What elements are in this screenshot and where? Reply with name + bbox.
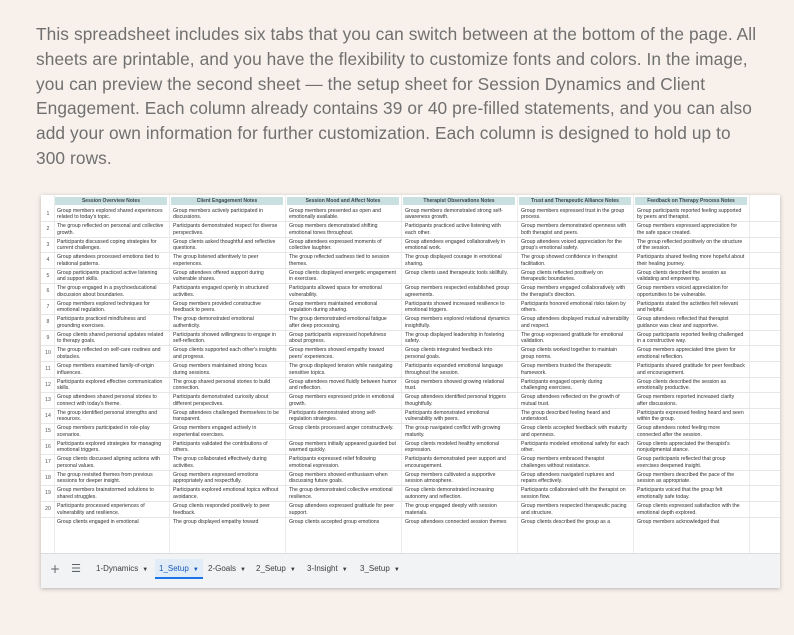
table-cell[interactable]: Participants demonstrated strong self-regulation strategies. — [289, 409, 377, 423]
table-cell[interactable]: Participants processed experiences of vulnerability and resilience. — [57, 502, 145, 516]
grid-column-divider — [169, 195, 170, 553]
table-cell[interactable]: Participants engaged openly in structured activities. — [173, 285, 269, 298]
tab-label: 1-Dynamics — [96, 564, 139, 573]
column-header-feedback-process[interactable]: Feedback on Therapy Process Notes — [635, 197, 747, 205]
table-cell[interactable]: Group members engaged actively in experiential exercises. — [173, 425, 257, 438]
table-cell[interactable]: Group attendees challenged themselves to be transparent. — [173, 409, 279, 423]
table-cell[interactable]: The group engaged deeply with session materials. — [405, 502, 497, 516]
table-cell[interactable]: Group attendees moved fluidly between humor and reflection. — [289, 378, 397, 392]
table-cell[interactable]: The group reflected sadness tied to session themes. — [289, 254, 390, 267]
table-cell[interactable]: Group members expressed appreciation for the safe space created. — [637, 223, 738, 236]
tab-label: 2_Setup — [256, 564, 286, 573]
row-divider — [41, 408, 780, 409]
table-cell[interactable]: Participants allowed space for emotional vulnerability. — [289, 285, 382, 298]
table-cell[interactable]: The group reflected positively on the structure of the session. — [637, 238, 743, 252]
row-divider — [41, 501, 780, 502]
table-cell[interactable]: Group members demonstrated openness with both therapist and peers. — [521, 223, 627, 236]
grid-column-divider — [54, 195, 55, 553]
table-cell[interactable]: Participants voiced that the group felt emotionally safe today. — [637, 487, 723, 500]
column-header-trust-alliance[interactable]: Trust and Therapeutic Alliance Notes — [519, 197, 631, 205]
table-cell-partial[interactable]: Group clients accepted group emotions — [289, 518, 380, 525]
table-cell[interactable]: Group participants expressed hopefulness about progress. — [289, 331, 387, 345]
row-divider — [41, 361, 780, 362]
tab-1-dynamics[interactable] — [92, 559, 152, 579]
row-divider — [41, 237, 780, 238]
table-cell-partial[interactable]: Group clients engaged in emotional — [57, 518, 139, 525]
table-cell[interactable]: The group displayed courage in emotional sharing. — [405, 254, 502, 267]
table-cell[interactable]: Participants shared gratitude for peer feedback and encouragement. — [637, 363, 745, 376]
table-cell[interactable]: The group displayed leadership in fostering safety. — [405, 331, 505, 345]
table-cell[interactable]: The group demonstrated collective emotional resilience. — [289, 487, 393, 500]
tab-label: 3_Setup — [360, 564, 390, 573]
table-cell[interactable]: Group clients appreciated the therapist's nonjudgmental stance. — [637, 440, 730, 454]
table-cell[interactable]: Group clients shared personal updates related to therapy goals. — [57, 331, 164, 345]
tab-label: 2-Goals — [208, 564, 237, 573]
table-cell[interactable]: Participants collaborated with the therapist on session flow. — [521, 487, 626, 500]
table-cell[interactable]: The group collaborated effectively during activities. — [173, 456, 267, 469]
table-cell[interactable]: Group members explored shared experiences related to today's topic. — [57, 207, 163, 221]
table-cell[interactable]: Group members explored relational dynamics insightfully. — [405, 316, 510, 329]
table-cell[interactable]: Group participants reflected that group exercises deepened insight. — [637, 456, 726, 469]
table-cell[interactable]: Group attendees displayed mutual vulnerability and respect. — [521, 316, 629, 329]
column-header-client-engagement[interactable]: Client Engagement Notes — [171, 197, 283, 205]
row-number[interactable]: 5 — [46, 272, 50, 279]
table-cell[interactable]: Group attendees navigated ruptures and repairs effectively. — [521, 471, 615, 485]
table-cell[interactable]: The group listened attentively to peer experiences. — [173, 254, 259, 267]
table-cell[interactable]: Group members trusted the therapeutic framework. — [521, 363, 612, 376]
row-number[interactable]: 6 — [46, 288, 50, 295]
table-cell[interactable]: Participants explored effective communication skills. — [57, 378, 163, 392]
grid-column-divider — [633, 195, 634, 553]
table-cell[interactable]: Group attendees processed emotions tied to relational patterns. — [57, 254, 160, 267]
table-cell[interactable]: The group displayed tension while navigating sensitive topics. — [289, 363, 393, 376]
table-cell[interactable]: Group clients asked thoughtful and reflective questions. — [173, 238, 276, 252]
table-cell[interactable]: Group members explored techniques for emotional regulation. — [57, 300, 150, 314]
grid-column-divider — [401, 195, 402, 553]
caret-down-icon: ▼ — [142, 567, 149, 573]
table-cell[interactable]: Group attendees expressed gratitude for peer support. — [289, 502, 394, 516]
row-number[interactable]: 17 — [45, 459, 51, 466]
table-cell-partial[interactable]: The group displayed empathy toward — [173, 518, 259, 525]
table-cell[interactable]: Group clients demonstrated increasing autonomy and reflection. — [405, 487, 494, 500]
row-divider — [41, 252, 780, 253]
column-header-session-mood-affect[interactable]: Session Mood and Affect Notes — [287, 197, 399, 205]
table-cell[interactable]: Group clients modeled healthy emotional expression. — [405, 440, 500, 454]
table-cell[interactable]: Group participants reported feeling challenged in a constructive way. — [637, 331, 744, 345]
table-cell[interactable]: Group members presented as open and emotionally available. — [289, 207, 381, 221]
table-cell[interactable]: Group members maintained emotional regulation during sharing. — [289, 300, 378, 314]
row-number[interactable]: 13 — [45, 397, 51, 404]
table-cell[interactable]: Group members appreciated time given for emotional reflection. — [637, 347, 736, 361]
row-number[interactable]: 1 — [46, 210, 50, 217]
caret-down-icon: ▼ — [240, 567, 246, 573]
sheet-grid — [41, 195, 780, 553]
hamburger-icon[interactable]: ☰ — [71, 562, 81, 575]
table-cell[interactable]: Group attendees expressed moments of collective laughter. — [289, 238, 382, 252]
table-cell[interactable]: Group members reported increased clarity after discussions. — [637, 394, 735, 407]
caret-down-icon: ▼ — [289, 567, 296, 573]
table-cell[interactable]: Group attendees identified personal triggers thoughtfully. — [405, 394, 506, 407]
row-divider — [41, 377, 780, 378]
table-cell[interactable]: Participants explored strategies for managing emotional triggers. — [57, 440, 162, 454]
table-cell[interactable]: Group clients displayed energetic engagement in exercises. — [289, 269, 396, 283]
row-divider — [41, 330, 780, 331]
table-cell[interactable]: Group clients worked together to maintain group norms. — [521, 347, 618, 361]
table-cell[interactable]: Group attendees reflected that therapist guidance was clear and supportive. — [637, 316, 729, 329]
row-number[interactable]: 14 — [45, 412, 51, 419]
table-cell[interactable]: Group members expressed emotions appropriately and respectfully. — [173, 471, 259, 485]
table-cell[interactable]: Group clients discussed aligning actions with personal values. — [57, 456, 160, 469]
row-number[interactable]: 12 — [45, 381, 51, 388]
table-cell[interactable]: Participants expanded emotional language throughout the session. — [405, 363, 504, 376]
column-header-session-overview[interactable]: Session Overview Notes — [55, 197, 167, 205]
table-cell[interactable]: The group expressed gratitude for emotional validation. — [521, 331, 624, 345]
table-cell[interactable]: The group revisited themes from previous sessions for deeper insight. — [57, 471, 153, 485]
tab-3-setup[interactable] — [356, 559, 404, 579]
caret-down-icon: ▼ — [192, 567, 199, 573]
plus-icon[interactable]: + — [49, 562, 61, 576]
table-cell[interactable]: Participants honored emotional risks taken by others. — [521, 300, 626, 314]
caret-down-icon: ▼ — [341, 567, 348, 573]
table-cell[interactable]: The group navigated conflict with growing maturity. — [405, 425, 501, 438]
table-cell[interactable]: Group members initially appeared guarded but warmed quickly. — [289, 440, 396, 454]
table-cell[interactable]: Group members showed growing relational trust. — [405, 378, 504, 392]
row-divider — [41, 221, 780, 222]
table-cell[interactable]: Participants explored emotional topics without avoidance. — [173, 487, 279, 500]
table-cell[interactable]: Group members maintained strong focus during sessions. — [173, 363, 267, 376]
table-cell[interactable]: The group identified personal strengths and resources. — [57, 409, 158, 423]
table-cell[interactable]: Group clients processed anger constructively. — [289, 425, 394, 432]
table-cell[interactable]: The group showed confidence in therapist facilitation. — [521, 254, 618, 267]
table-cell[interactable]: Group members showed enthusiasm when discussing future goals. — [289, 471, 388, 485]
spreadsheet-preview — [41, 195, 780, 588]
table-cell[interactable]: Participants stated the activities felt relevant and helpful. — [637, 300, 738, 314]
table-cell[interactable]: Group clients expressed satisfaction with the emotional depth explored. — [637, 502, 740, 516]
table-cell[interactable]: Group clients supported each other's insights and progress. — [173, 347, 277, 361]
row-number[interactable]: 15 — [45, 428, 51, 435]
table-cell[interactable]: Participants modeled emotional safety for each other. — [521, 440, 629, 454]
grid-column-divider — [749, 195, 750, 553]
grid-column-divider — [517, 195, 518, 553]
table-cell[interactable]: Participants demonstrated respect for diverse perspectives. — [173, 223, 278, 236]
table-cell[interactable]: Group participants practiced active listening and support skills. — [57, 269, 158, 283]
table-cell[interactable]: Group clients reflected positively on therapeutic boundaries. — [521, 269, 603, 283]
table-cell[interactable]: The group demonstrated emotional fatigue after deep processing. — [289, 316, 387, 329]
table-cell[interactable]: Group members cultivated a supportive session atmosphere. — [405, 471, 496, 485]
row-divider — [41, 268, 780, 269]
table-cell[interactable]: Group clients responded positively to peer feedback. — [173, 502, 270, 516]
table-cell[interactable]: Group attendees offered support during vulnerable shares. — [173, 269, 264, 283]
row-divider — [41, 517, 780, 518]
table-cell[interactable]: The group described feeling heard and understood. — [521, 409, 611, 423]
table-cell[interactable]: Group members demonstrated shifting emotional tones throughout. — [289, 223, 378, 236]
table-cell-partial[interactable]: Group attendees connected session themes — [405, 518, 507, 525]
table-cell[interactable]: The group demonstrated emotional authenticity. — [173, 316, 254, 329]
table-cell[interactable]: Group members voiced appreciation for opportunities to be vulnerable. — [637, 285, 729, 298]
table-cell[interactable]: Group attendees shared personal stories to connect with today's theme. — [57, 394, 157, 407]
table-cell[interactable]: Participants demonstrated curiosity about different perspectives. — [173, 394, 269, 407]
tab-3-insight[interactable] — [303, 559, 352, 579]
table-cell[interactable]: Group members showed empathy toward peers' experiences. — [289, 347, 385, 361]
table-cell[interactable]: Group members provided constructive feedback to peers. — [173, 300, 261, 314]
row-divider — [41, 314, 780, 315]
row-divider — [41, 283, 780, 284]
table-cell[interactable]: Group members described the pace of the session as appropriate. — [637, 471, 735, 485]
row-number[interactable]: 19 — [45, 490, 51, 497]
table-cell[interactable]: Group members expressed pride in emotional growth. — [289, 394, 395, 407]
table-cell-partial[interactable]: Group members acknowledged that — [637, 518, 720, 525]
tab-label: 3-Insight — [307, 564, 338, 573]
row-divider — [41, 423, 780, 424]
row-number[interactable]: 7 — [46, 303, 50, 310]
table-cell[interactable]: Group members participated in role-play scenarios. — [57, 425, 150, 438]
table-cell[interactable]: Participants showed willingness to engage in self-reflection. — [173, 331, 276, 345]
table-cell[interactable]: Group participants reported feeling supported by peers and therapist. — [637, 207, 742, 221]
row-number[interactable]: 16 — [45, 443, 51, 450]
table-cell[interactable]: The group reflected on personal and collective growth. — [57, 223, 164, 236]
table-cell[interactable]: Participants validated the contributions of others. — [173, 440, 268, 454]
row-number[interactable]: 20 — [45, 505, 51, 512]
row-number[interactable]: 4 — [46, 257, 50, 264]
row-number[interactable]: 8 — [46, 319, 50, 326]
table-cell[interactable]: Group clients integrated feedback into personal goals. — [405, 347, 493, 361]
row-divider — [41, 299, 780, 300]
table-cell[interactable]: Group members engaged collaboratively with the therapist's direction. — [521, 285, 626, 298]
grid-column-divider — [285, 195, 286, 553]
table-cell[interactable]: Group attendees noted feeling more connected after the session. — [637, 425, 721, 438]
row-divider — [41, 345, 780, 346]
table-cell[interactable]: Participants practiced active listening with each other. — [405, 223, 501, 236]
row-number[interactable]: 18 — [45, 474, 51, 481]
tab-2-setup[interactable] — [252, 559, 300, 579]
table-cell[interactable]: Group clients described the session as validating and empowering. — [637, 269, 727, 283]
row-number[interactable]: 11 — [45, 366, 51, 372]
table-cell[interactable]: The group reflected on self-care routines and obstacles. — [57, 347, 161, 361]
table-cell[interactable]: Group members respected established group agreements. — [405, 285, 510, 298]
tab-2-goals[interactable] — [204, 559, 250, 579]
table-cell[interactable]: Group members respected therapeutic pacing and structure. — [521, 502, 627, 516]
intro-paragraph: This spreadsheet includes six tabs that you can switch between at the bottom of the page. All sheets are printable, and you have the flexibility to customize fonts and colors. In the image, you can preview the second sheet — the setup sheet for Session Dynamics and Client Engagement. Each column already contains 39 or 40 pre-filled statements, and you can also add your own information for further customization. Each column is designed to hold up to 300 rows. — [36, 24, 757, 168]
table-cell[interactable]: Group members demonstrated strong self-awareness growth. — [405, 207, 503, 221]
table-cell[interactable]: Participants engaged openly during challenging exercises. — [521, 378, 603, 392]
table-cell[interactable]: Participants expressed relief following emotional expression. — [289, 456, 376, 469]
sheet-tab-bar — [41, 553, 780, 588]
table-cell[interactable]: Participants demonstrated peer support and encouragement. — [405, 456, 506, 469]
table-cell[interactable]: Participants discussed coping strategies for current challenges. — [57, 238, 157, 252]
table-cell[interactable]: Participants showed increased resilience to emotional triggers. — [405, 300, 505, 314]
table-cell[interactable]: Participants expressed feeling heard and seen within the group. — [637, 409, 744, 423]
table-cell[interactable]: Group attendees voiced appreciation for the group's emotional safety. — [521, 238, 622, 252]
row-divider — [41, 439, 780, 440]
table-cell[interactable]: Participants shared feeling more hopeful about their healing journey. — [637, 254, 745, 267]
row-number[interactable]: 9 — [46, 334, 50, 341]
table-cell[interactable]: Group members brainstormed solutions to shared struggles. — [57, 487, 154, 500]
table-cell[interactable]: Group members expressed trust in the group process. — [521, 207, 625, 221]
row-number[interactable]: 3 — [46, 241, 50, 248]
table-cell[interactable]: Group clients used therapeutic tools skillfully. — [405, 269, 509, 276]
table-cell[interactable]: The group engaged in a psychoeducational discussion about boundaries. — [57, 285, 157, 298]
row-number[interactable]: 10 — [45, 350, 51, 357]
row-number[interactable]: 2 — [46, 226, 50, 233]
row-divider — [41, 454, 780, 455]
tab-label: 1_Setup — [159, 564, 189, 573]
table-cell-partial[interactable]: Group clients described the group as a — [521, 518, 611, 525]
table-cell[interactable]: Group members actively participated in discussions. — [173, 207, 263, 221]
row-divider — [41, 485, 780, 486]
table-cell[interactable]: Group attendees reflected on the growth of mutual trust. — [521, 394, 620, 407]
table-cell[interactable]: The group shared personal stories to build connection. — [173, 378, 271, 392]
table-cell[interactable]: Participants practiced mindfulness and grounding exercises. — [57, 316, 146, 329]
caret-down-icon: ▼ — [393, 567, 400, 573]
table-cell[interactable]: Group clients accepted feedback with maturity and openness. — [521, 425, 628, 438]
table-cell[interactable]: Group members embraced therapist challenges without resistance. — [521, 456, 605, 469]
table-cell[interactable]: Participants demonstrated emotional vulnerability with peers. — [405, 409, 490, 423]
table-cell[interactable]: Group members examined family-of-origin influences. — [57, 363, 154, 376]
tab-1-setup[interactable] — [155, 559, 203, 579]
table-cell[interactable]: Group attendees engaged collaboratively in emotional work. — [405, 238, 506, 252]
row-divider — [41, 392, 780, 393]
column-header-therapist-observations[interactable]: Therapist Observations Notes — [403, 197, 515, 205]
table-cell[interactable]: Group clients described the session as emotionally productive. — [637, 378, 727, 392]
row-divider — [41, 470, 780, 471]
